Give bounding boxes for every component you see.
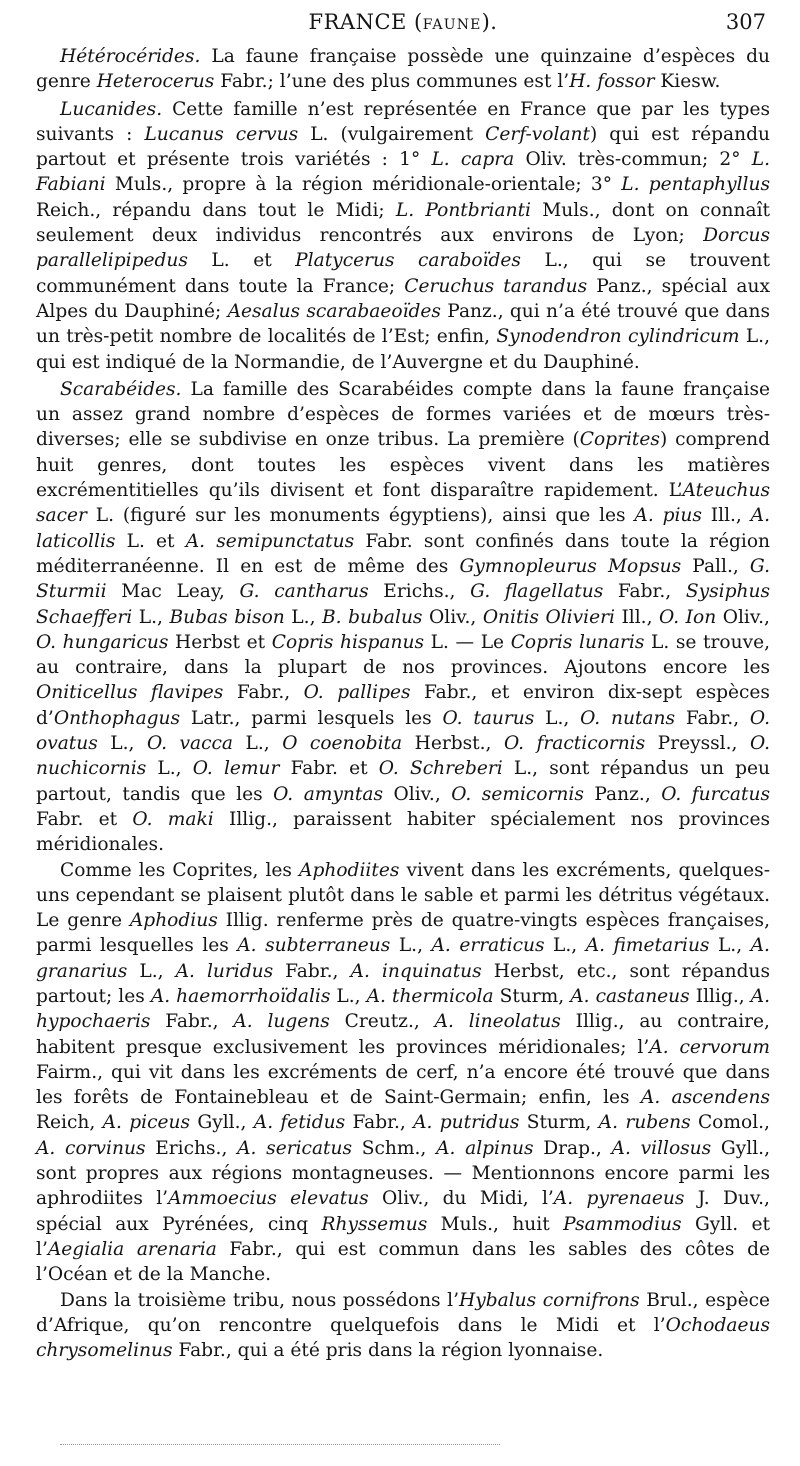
paragraph-text: L., xyxy=(709,935,751,957)
paragraph-text: Herbst., xyxy=(402,733,504,755)
italic-taxon: A. rubens xyxy=(598,1112,691,1134)
italic-taxon: A. lineolatus xyxy=(434,1011,561,1033)
paragraph-text: Mac Leay, xyxy=(106,581,240,603)
paragraph-text: La famille des Scarabéides compte dans la faune française un assez grand nombre d’espèces de formes variées et de mœurs très-diverses; elle se subdivise en onze tribus. La première ( xyxy=(36,378,770,451)
paragraph-text: Ill., xyxy=(701,505,751,527)
italic-taxon: Oniticellus flavipes xyxy=(36,682,224,704)
italic-taxon: A. laticollis xyxy=(36,505,770,552)
italic-taxon: Cerf-volant xyxy=(485,123,590,145)
paragraph-text: Fabr., xyxy=(223,682,304,704)
running-head-title-main: FRANCE xyxy=(308,10,407,34)
italic-taxon: O. fracticornis xyxy=(503,733,646,755)
italic-taxon: L. Pontbrianti xyxy=(395,199,531,221)
paragraph-text: L. se trouve, au contraire, dans la plupart de nos provinces. Ajoutons encore les xyxy=(36,631,770,679)
paragraph-text: L. (vulgairement xyxy=(298,123,486,145)
paragraph-troisieme-tribu xyxy=(36,1288,770,1364)
paragraph-text: Fabr.; l’une des plus communes est l’ xyxy=(214,71,570,93)
italic-taxon: Dorcus parallelipipedus xyxy=(36,225,770,272)
paragraph-text: L., xyxy=(284,606,323,628)
italic-taxon: A. alpinus xyxy=(436,1137,534,1159)
italic-taxon: Copris lunaris xyxy=(510,631,645,653)
paragraph-text: Oliv., xyxy=(716,606,770,628)
paragraph-text: Fabr., xyxy=(273,960,351,982)
italic-taxon: Bubas bison xyxy=(169,606,285,628)
paragraph-text: Panz., spécial aux Alpes du Dauphiné; xyxy=(36,275,770,322)
paragraph-text: L., xyxy=(534,707,581,729)
paragraph-text: Illig., au contraire, habitent presque exclusivement les provinces méridionales; l’ xyxy=(36,1011,770,1058)
paragraph-text: Oliv., du Midi, l’ xyxy=(368,1188,554,1210)
paragraph-heterocerides xyxy=(36,44,770,95)
paragraph-text: Preyssl., xyxy=(645,733,750,755)
italic-taxon: B. bubalus xyxy=(322,606,423,628)
italic-taxon: O. Schreberi xyxy=(378,758,503,780)
paragraph-text: Fabr., xyxy=(150,1011,234,1033)
italic-taxon: A. putridus xyxy=(413,1112,520,1134)
paragraph-text: Erichs., xyxy=(368,581,471,603)
paragraph-text: Panz., xyxy=(583,783,662,805)
paragraph-text: Herbst et xyxy=(168,631,272,653)
paragraph-text: L. et xyxy=(115,530,186,552)
paragraph-text: L., qui se trouvent communément dans toute la France; xyxy=(36,250,771,297)
paragraph-text: L. et xyxy=(187,250,296,272)
paragraph-text: Drap., xyxy=(533,1137,612,1159)
paragraph-text: Latr., parmi lesquels les xyxy=(180,707,443,729)
italic-taxon: A. lugens xyxy=(233,1011,330,1033)
paragraph-text: ) qui est répandu partout et présente trois variétés : 1° xyxy=(36,123,770,171)
italic-taxon: Lucanides. xyxy=(60,98,163,120)
italic-taxon: A. piceus xyxy=(102,1112,191,1134)
italic-taxon: Onitis Olivieri xyxy=(482,606,615,628)
paragraph-text: vivent dans les excréments, quelques-uns cependant se plaisent plutôt dans le sable et parmi les détritus végétaux. Le genre xyxy=(36,859,770,932)
paragraph-text: Comol., xyxy=(690,1112,770,1134)
paragraph-text: Oliv. très-commun; 2° xyxy=(514,149,752,171)
paragraph-text: L., xyxy=(146,758,193,780)
paragraph-text: Fabr., et environ dix-sept espèces d’ xyxy=(36,682,770,729)
italic-taxon: O. vacca xyxy=(146,733,234,755)
paragraph-text: Fabr. sont confinés dans toute la région méditerranéenne. Il en est de même des xyxy=(36,530,770,577)
paragraph-text: Illig., xyxy=(689,985,751,1007)
paragraph-text: Illig., paraissent habiter spécialement nos provinces méridionales. xyxy=(36,808,770,856)
paragraph-text: Sturm, xyxy=(519,1112,599,1134)
italic-taxon: O. hungaricus xyxy=(36,631,169,653)
paragraph-text: L., xyxy=(132,606,170,628)
running-head-title: FRANCE (FAUNE). xyxy=(308,10,498,34)
paragraph-text: Erichs., xyxy=(145,1137,238,1159)
italic-taxon: A. fetidus xyxy=(253,1112,346,1134)
paragraph-text: Fabr., qui a été pris dans la région lyonnaise. xyxy=(172,1340,604,1362)
italic-taxon: G. flagellatus xyxy=(470,581,604,603)
italic-taxon: Coprites xyxy=(579,429,660,451)
paragraph-text: Fabr. et xyxy=(279,758,379,780)
italic-taxon: A. fimetarius xyxy=(585,935,710,957)
italic-taxon: Lucanus cervus xyxy=(144,123,299,145)
italic-taxon: Psammodius xyxy=(563,1213,682,1235)
italic-taxon: A. ascendens xyxy=(640,1087,770,1109)
paragraph-text: L., xyxy=(330,985,367,1007)
italic-taxon: Ammoecius elevatus xyxy=(168,1188,369,1210)
italic-taxon: O. ovatus xyxy=(36,707,770,755)
paragraph-text: L., xyxy=(97,733,147,755)
paragraph-text: L., qui est indiqué de la Normandie, de l’Auvergne et du Dauphiné. xyxy=(36,326,770,373)
italic-taxon: Aphodius xyxy=(129,910,218,932)
italic-taxon: O. amyntas xyxy=(273,783,384,805)
paragraph-text: Pall., xyxy=(681,555,750,577)
italic-taxon: Aphodiites xyxy=(299,859,400,881)
paragraph-text: Gyll., xyxy=(190,1112,254,1134)
paragraph-text: Fabr., qui est commun dans les sables des côtes de l’Océan et de la Manche. xyxy=(36,1238,771,1286)
italic-taxon: A. castaneus xyxy=(570,985,690,1007)
paragraph-text: Reich, xyxy=(36,1112,103,1134)
italic-taxon: A. inquinatus xyxy=(350,960,482,982)
italic-taxon: Ochodaeus chrysomelinus xyxy=(36,1314,770,1362)
paragraph-text: Gyll. et l’ xyxy=(36,1213,770,1260)
paragraph-text: Schm., xyxy=(352,1137,437,1159)
italic-taxon: O. nuchicornis xyxy=(36,733,771,780)
italic-taxon: A. erraticus xyxy=(431,935,545,957)
paragraph-text: Cette famille n’est représentée en France que par les types suivants : xyxy=(36,98,770,145)
paragraph-text: L. (figuré sur les monuments égyptiens), ainsi que les xyxy=(86,505,635,527)
italic-taxon: Aesalus scarabaeoïdes xyxy=(227,300,441,322)
italic-taxon: O. lemur xyxy=(192,758,280,780)
italic-taxon: A. villosus xyxy=(611,1137,712,1159)
paragraph-text: L., sont répandus un peu partout, tandis que les xyxy=(36,758,770,805)
paragraph-text: L., xyxy=(233,733,283,755)
italic-taxon: O. taurus xyxy=(442,707,535,729)
italic-taxon: Ceruchus tarandus xyxy=(404,275,588,297)
italic-taxon: A. thermicola xyxy=(366,985,494,1007)
paragraph-text: Oliv., xyxy=(383,783,452,805)
paragraph-text: L., xyxy=(127,960,176,982)
italic-taxon: O. nutans xyxy=(580,707,676,729)
paragraph-text: L., xyxy=(544,935,586,957)
paragraph-text: Fairm., qui vit dans les excréments de cerf, n’a encore été trouvé que dans les forêts de Fontainebleau et de Saint-Germain; enfin, les xyxy=(36,1061,770,1109)
italic-taxon: O. semicornis xyxy=(451,783,584,805)
paragraph-text: Herbst, etc., sont répandus partout; les xyxy=(36,960,770,1007)
italic-taxon: L. Fabiani xyxy=(36,149,771,196)
paragraph-aphodiites xyxy=(36,858,770,1288)
paragraph-text: Sturm, xyxy=(493,985,571,1007)
paragraph-text: Kiesw. xyxy=(654,71,721,93)
italic-taxon: Aegialia arenaria xyxy=(47,1238,217,1260)
italic-taxon: G. Sturmii xyxy=(36,555,771,603)
italic-taxon: Ateuchus sacer xyxy=(36,480,770,527)
paragraph-text: Comme les Coprites, les xyxy=(60,859,300,881)
paragraph-scarabeides xyxy=(36,377,770,858)
italic-taxon: O. maki xyxy=(132,808,214,830)
italic-taxon: Synodendron cylindricum xyxy=(496,326,740,348)
running-head xyxy=(36,0,770,44)
italic-taxon: A. corvinus xyxy=(36,1137,146,1159)
paragraph-text: L. — Le xyxy=(424,631,511,653)
paragraph-text: ) comprend huit genres, dont toutes les espèces vivent dans les matières excrémentitielles qu’ils divisent et font disparaître rapidement. L’ xyxy=(36,429,770,502)
italic-taxon: Onthophagus xyxy=(53,707,181,729)
italic-taxon: Gymnopleurus Mopsus xyxy=(459,555,682,577)
paragraph-text: J. Duv., spécial aux Pyrénées, cinq xyxy=(36,1188,770,1235)
italic-taxon: A. cervorum xyxy=(649,1036,770,1058)
paragraph-text: Reich., répandu dans tout le Midi; xyxy=(36,199,396,221)
page-number: 307 xyxy=(725,10,766,34)
italic-taxon: A. pius xyxy=(634,505,702,527)
italic-taxon: L. pentaphyllus xyxy=(621,174,770,196)
paragraph-text: La faune française possède une quinzaine d’espèces du genre xyxy=(36,46,770,93)
paragraph-text: Oliv., xyxy=(422,606,483,628)
paragraph-text: Creutz., xyxy=(329,1011,435,1033)
paragraph-text: L., xyxy=(390,935,432,957)
italic-taxon: O. furcatus xyxy=(661,783,771,805)
italic-taxon: A. sericatus xyxy=(237,1137,353,1159)
paragraph-lucanides xyxy=(36,97,770,375)
paragraph-text: Fabr., xyxy=(675,707,750,729)
italic-taxon: A. subterraneus xyxy=(237,935,391,957)
italic-taxon: O. Ion xyxy=(659,606,717,628)
italic-taxon: O. pallipes xyxy=(303,682,411,704)
italic-taxon: A. granarius xyxy=(36,935,770,982)
paragraph-text: Gyll., sont propres aux régions montagneuses. — Mentionnons encore parmi les aphrodiites l’ xyxy=(36,1137,770,1210)
italic-taxon: Copris hispanus xyxy=(271,631,424,653)
paragraph-text: Ill., xyxy=(614,606,660,628)
paragraph-text: Dans la troisième tribu, nous possédons l’ xyxy=(60,1289,460,1311)
italic-taxon: A. pyrenaeus xyxy=(553,1188,685,1210)
italic-taxon: O coenobita xyxy=(282,733,403,755)
italic-taxon: Hétérocérides. xyxy=(60,46,201,67)
italic-taxon: Heterocerus xyxy=(96,71,215,93)
paragraph-text: Fabr., xyxy=(603,581,686,603)
italic-taxon: G. cantharus xyxy=(239,581,369,603)
italic-taxon: A. hypochaeris xyxy=(36,985,771,1033)
italic-taxon: A. haemorrhoïdalis xyxy=(150,985,331,1007)
italic-taxon: Platycerus caraboïdes xyxy=(295,250,521,272)
italic-taxon: Hybalus cornifrons xyxy=(459,1289,640,1311)
paragraph-text: Fabr., xyxy=(345,1112,414,1134)
italic-taxon: H. fossor xyxy=(569,71,655,93)
paragraph-text: Fabr. et xyxy=(36,808,133,830)
paragraph-text: Muls., huit xyxy=(427,1213,564,1235)
italic-taxon: A. luridus xyxy=(175,960,274,982)
footer-rule xyxy=(60,1444,500,1446)
paragraph-text: Illig. renferme près de quatre-vingts espèces françaises, parmi lesquelles les xyxy=(36,910,770,957)
paragraph-text: Panz., qui n’a été trouvé que dans un très-petit nombre de localités de l’Est; enfin, xyxy=(36,300,770,348)
paragraph-text: Muls., propre à la région méridionale-orientale; 3° xyxy=(105,174,622,196)
italic-taxon: L. capra xyxy=(431,149,515,171)
italic-taxon: Rhyssemus xyxy=(321,1213,428,1235)
paragraph-text: Brul., espèce d’Afrique, qu’on rencontre quelquefois dans le Midi et l’ xyxy=(36,1289,770,1336)
paragraph-text: Muls., dont on connaît seulement deux individus rencontrés aux environs de Lyon; xyxy=(36,199,770,247)
body-text xyxy=(36,44,770,1363)
italic-taxon: Scarabéides. xyxy=(60,378,182,400)
running-head-title-faune: FAUNE xyxy=(422,17,482,33)
italic-taxon: A. semipunctatus xyxy=(185,530,355,552)
italic-taxon: Sysiphus Schaefferi xyxy=(36,581,770,628)
